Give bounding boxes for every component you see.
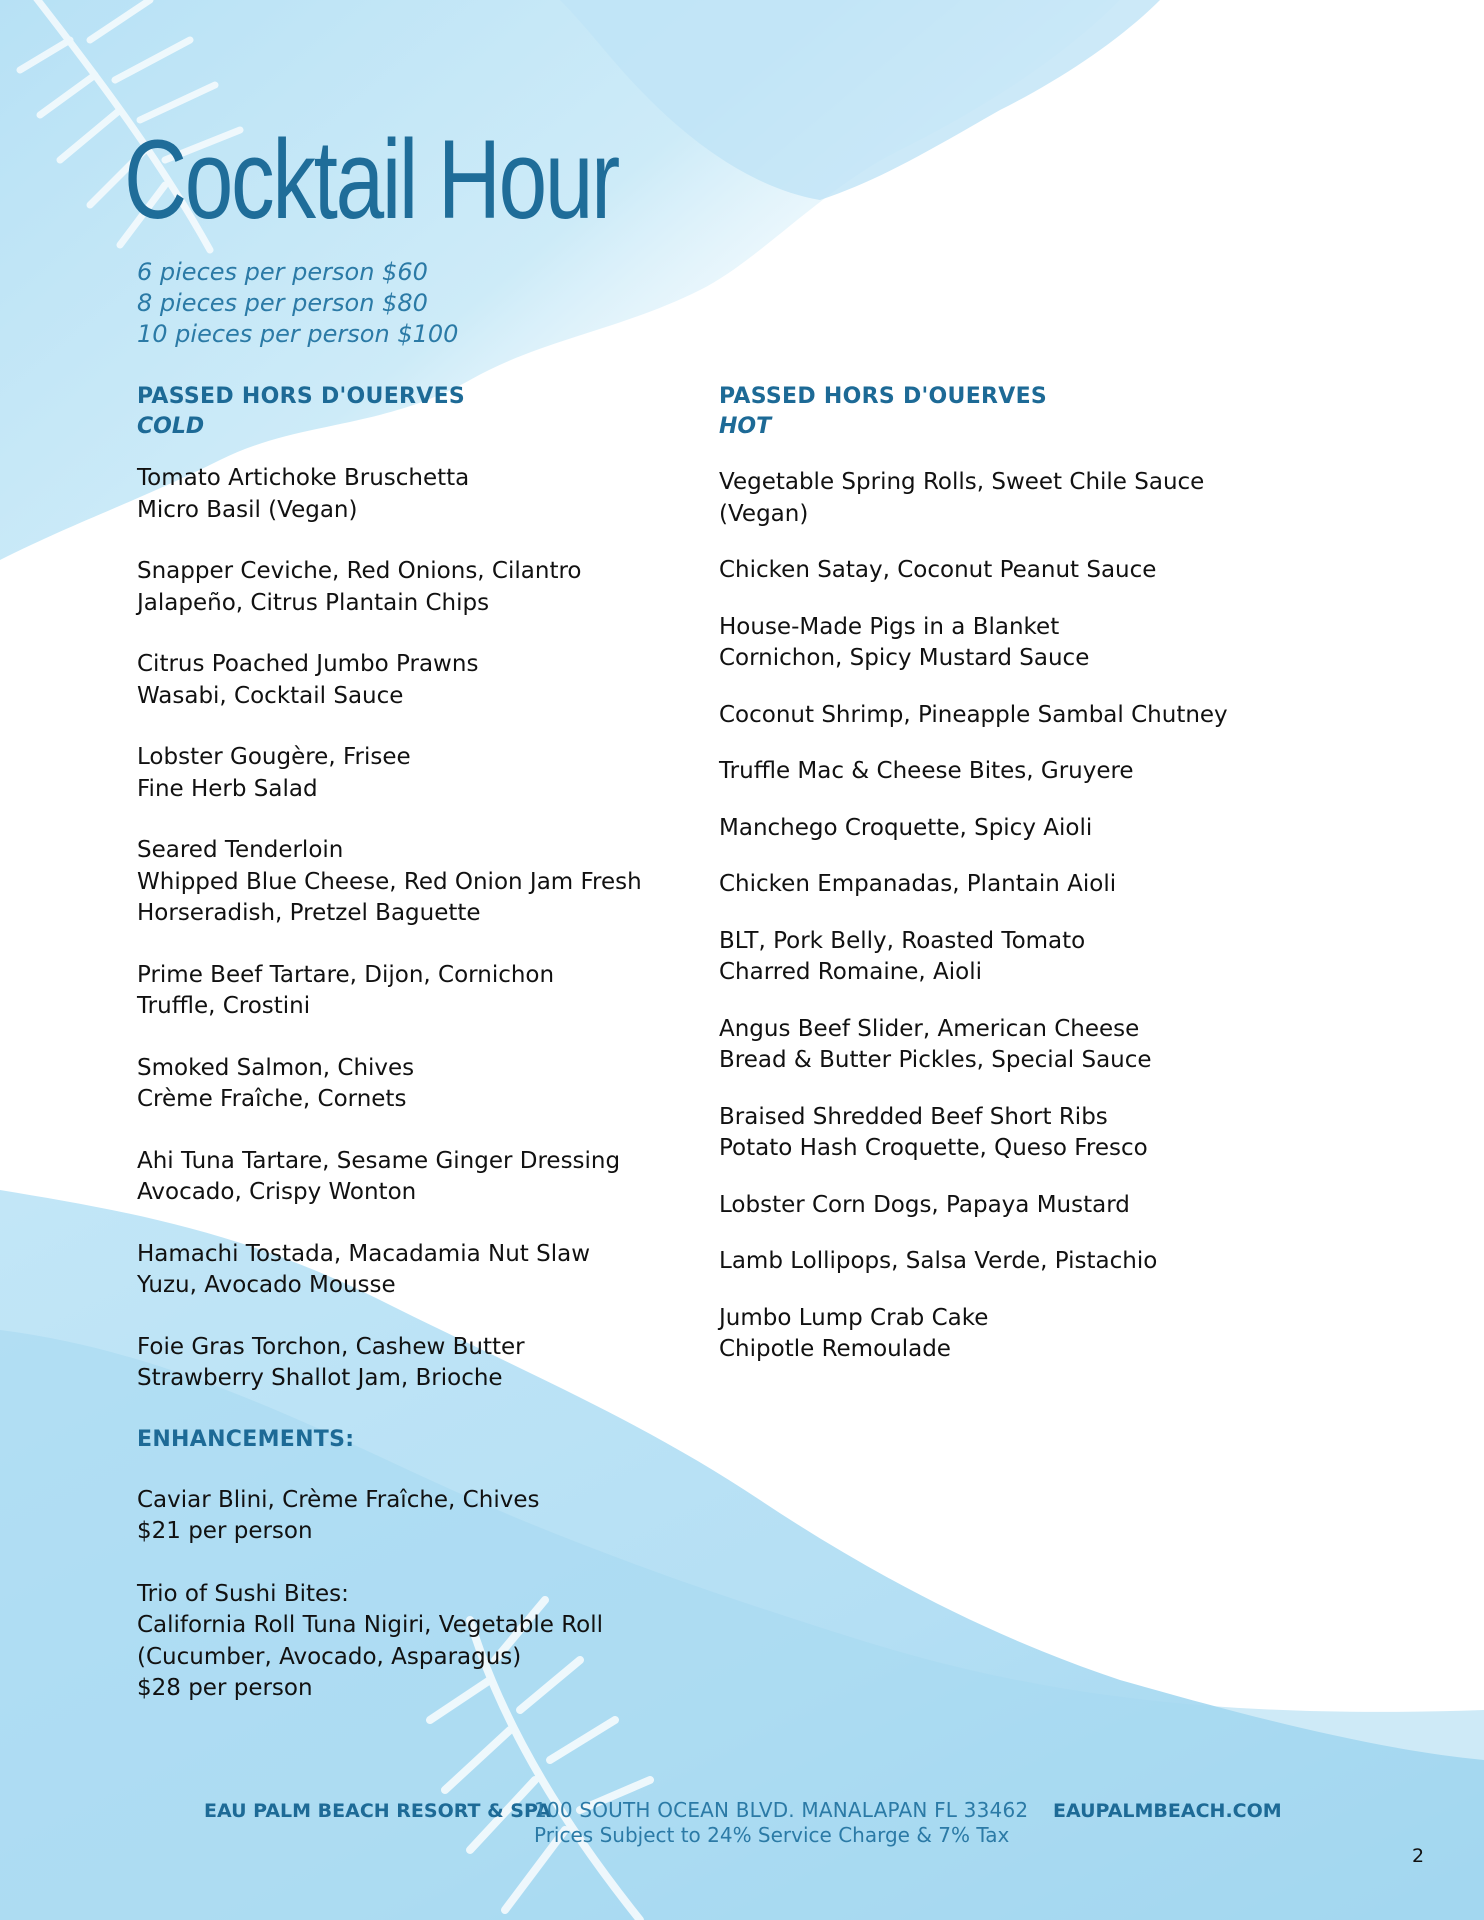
menu-item-line: Lamb Lollipops, Salsa Verde, Pistachio <box>719 1248 1158 1274</box>
menu-item-line: Jalapeño, Citrus Plantain Chips <box>137 589 490 616</box>
menu-item-line: House-Made Pigs in a Blanket <box>719 613 1060 640</box>
menu-item <box>719 1246 1279 1278</box>
menu-item-line: BLT, Pork Belly, Roasted Tomato <box>719 927 1086 954</box>
menu-item-line: Angus Beef Slider, American Cheese <box>719 1015 1140 1042</box>
cold-section-heading: PASSED HORS D'OUERVES <box>137 384 466 409</box>
menu-item-line: Smoked Salmon, Chives <box>137 1054 415 1081</box>
menu-item-line: Lobster Corn Dogs, Papaya Mustard <box>719 1191 1130 1218</box>
menu-item <box>719 926 1279 989</box>
hot-section <box>719 382 1279 1391</box>
pricing-tier: 6 pieces per person $60 <box>137 258 428 286</box>
menu-item-line: Strawberry Shallot Jam, Brioche <box>137 1365 503 1391</box>
menu-item-line: $21 per person <box>137 1518 313 1544</box>
menu-item <box>137 463 697 526</box>
menu-item-line: Avocado, Crispy Wonton <box>137 1179 417 1205</box>
menu-item-line: Horseradish, Pretzel Baguette <box>137 900 481 926</box>
menu-item-line: Truffle Mac & Cheese Bites, Gruyere <box>719 758 1134 784</box>
menu-item <box>137 1239 697 1302</box>
menu-item <box>719 1014 1279 1077</box>
menu-item-line: California Roll Tuna Nigiri, Vegetable Roll <box>137 1612 604 1638</box>
hot-section-heading: PASSED HORS D'OUERVES <box>719 384 1048 409</box>
menu-item-line: Bread & Butter Pickles, Special Sauce <box>719 1047 1152 1073</box>
menu-item-line: Potato Hash Croquette, Queso Fresco <box>719 1135 1148 1161</box>
menu-item-line: Truffle, Crostini <box>137 993 311 1019</box>
menu-item <box>137 649 697 712</box>
menu-item <box>137 556 697 619</box>
menu-item-line: Citrus Poached Jumbo Prawns <box>137 651 479 677</box>
menu-item-line: Ahi Tuna Tartare, Sesame Ginger Dressing <box>137 1147 621 1174</box>
menu-item <box>719 756 1279 788</box>
menu-item <box>137 835 697 930</box>
menu-item-line: Snapper Ceviche, Red Onions, Cilantro <box>137 558 582 584</box>
menu-item-line: Micro Basil (Vegan) <box>137 496 358 523</box>
menu-item <box>137 1146 697 1209</box>
page-number: 2 <box>1412 1845 1425 1867</box>
menu-item <box>719 1303 1279 1366</box>
resort-name: EAU PALM BEACH RESORT & SPA <box>204 1800 551 1822</box>
enhancement-item <box>137 1579 697 1705</box>
pricing-list <box>137 257 458 350</box>
menu-item-line: (Vegan) <box>719 500 809 527</box>
enhancement-item <box>137 1485 697 1548</box>
pricing-tier: 8 pieces per person $80 <box>137 289 428 317</box>
menu-item-line: Wasabi, Cocktail Sauce <box>137 682 404 709</box>
menu-item-line: Seared Tenderloin <box>137 837 344 863</box>
menu-item-line: Manchego Croquette, Spicy Aioli <box>719 814 1093 841</box>
menu-item <box>137 960 697 1023</box>
menu-item-line: Chicken Empanadas, Plantain Aioli <box>719 871 1117 897</box>
menu-item <box>719 1102 1279 1165</box>
menu-item-line: Foie Gras Torchon, Cashew Butter <box>137 1333 525 1360</box>
enhancements-list <box>137 1485 697 1705</box>
menu-item-line: Vegetable Spring Rolls, Sweet Chile Sauce <box>719 469 1205 495</box>
resort-address: 100 SOUTH OCEAN BLVD. MANALAPAN FL 33462 <box>534 1798 1029 1822</box>
menu-item-line: Lobster Gougère, Frisee <box>137 744 411 770</box>
pricing-tier: 10 pieces per person $100 <box>137 320 459 348</box>
menu-item <box>719 612 1279 675</box>
menu-item-line: Caviar Blini, Crème Fraîche, Chives <box>137 1486 540 1513</box>
menu-item <box>719 869 1279 901</box>
menu-item-line: Chipotle Remoulade <box>719 1336 951 1362</box>
page-title: Cocktail Hour <box>124 117 618 242</box>
menu-item-line: Jumbo Lump Crab Cake <box>719 1304 989 1331</box>
menu-item <box>719 1190 1279 1222</box>
menu-item-line: Whipped Blue Cheese, Red Onion Jam Fresh <box>137 868 642 895</box>
resort-website-link[interactable]: EAUPALMBEACH.COM <box>1053 1800 1282 1822</box>
enhancements-heading: ENHANCEMENTS: <box>137 1426 355 1452</box>
pricing-note: Prices Subject to 24% Service Charge & 7% Tax <box>534 1823 1010 1847</box>
cold-section <box>137 382 697 1736</box>
menu-item-line: Cornichon, Spicy Mustard Sauce <box>719 645 1090 671</box>
menu-item <box>719 555 1279 587</box>
hot-section-subheading: HOT <box>719 414 772 439</box>
menu-item <box>137 1332 697 1395</box>
menu-item-line: Prime Beef Tartare, Dijon, Cornichon <box>137 961 555 988</box>
menu-item-line: Trio of Sushi Bites: <box>137 1580 349 1607</box>
menu-item-line: $28 per person <box>137 1675 313 1701</box>
menu-item <box>719 813 1279 845</box>
menu-item-line: Coconut Shrimp, Pineapple Sambal Chutney <box>719 701 1228 728</box>
menu-item <box>137 742 697 805</box>
menu-item-line: (Cucumber, Avocado, Asparagus) <box>137 1643 522 1670</box>
menu-item-line: Yuzu, Avocado Mousse <box>137 1272 396 1298</box>
menu-item-line: Braised Shredded Beef Short Ribs <box>719 1103 1108 1130</box>
menu-item-line: Fine Herb Salad <box>137 775 318 802</box>
menu-item-line: Charred Romaine, Aioli <box>719 959 983 985</box>
menu-item <box>137 1053 697 1116</box>
menu-item-line: Hamachi Tostada, Macadamia Nut Slaw <box>137 1240 591 1267</box>
cold-section-subheading: COLD <box>137 414 205 439</box>
menu-item-line: Crème Fraîche, Cornets <box>137 1086 407 1112</box>
cold-items-list <box>137 463 697 1395</box>
menu-item-line: Tomato Artichoke Bruschetta <box>137 465 470 491</box>
menu-item <box>719 700 1279 732</box>
menu-item <box>719 467 1279 530</box>
hot-items-list <box>719 467 1279 1366</box>
menu-item-line: Chicken Satay, Coconut Peanut Sauce <box>719 557 1157 583</box>
